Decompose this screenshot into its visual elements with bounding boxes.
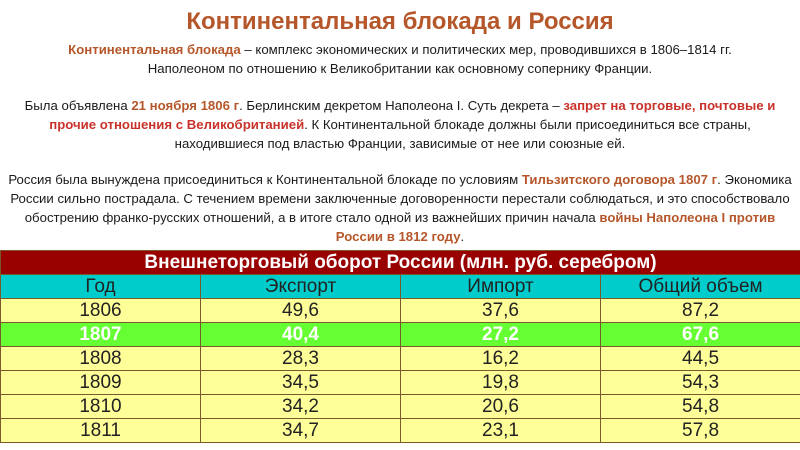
cell-year: 1808 — [1, 347, 201, 371]
table-row — [1, 395, 800, 419]
cell-import: 20,6 — [401, 395, 601, 419]
cell-import: 23,1 — [401, 419, 601, 443]
cell-year: 1806 — [1, 299, 201, 323]
cell-import: 37,6 — [401, 299, 601, 323]
table-row — [1, 371, 800, 395]
cell-total: 44,5 — [601, 347, 800, 371]
cell-total: 54,3 — [601, 371, 800, 395]
definition-text-2: Наполеоном по отношению к Великобритании как основному сопернику Франции. — [147, 61, 653, 76]
slide-title: Континентальная блокада и Россия — [186, 8, 614, 35]
cell-year: 1811 — [1, 419, 201, 443]
cell-export: 49,6 — [201, 299, 401, 323]
cell-year: 1809 — [1, 371, 201, 395]
russia-text-2: . Экономика России сильно пострадала. С течением времени заключенные договоренности перестали соблюдаться, и это способствовало обострению франко-русских отношений, а в итоге стало одной из важнейших причин начала — [10, 172, 792, 225]
definition-paragraph — [6, 40, 794, 78]
table-caption: Внешнеторговый оборот России (млн. руб. серебром) — [1, 251, 800, 275]
header-export: Экспорт — [201, 275, 401, 299]
header-import: Импорт — [401, 275, 601, 299]
war-highlight: войны Наполеона I против России в 1812 году — [335, 210, 776, 244]
russia-text-1: Россия была вынуждена присоединиться к Континентальной блокаде по условиям — [8, 172, 522, 187]
header-total: Общий объем — [601, 275, 800, 299]
cell-import: 19,8 — [401, 371, 601, 395]
table-row — [1, 419, 800, 443]
russia-text-3: . — [460, 229, 465, 244]
cell-export: 28,3 — [201, 347, 401, 371]
table-row — [1, 299, 800, 323]
decree-text-2: . Берлинским декретом Наполеона I. Суть декрета – — [239, 98, 564, 113]
cell-export: 40,4 — [201, 323, 401, 347]
russia-paragraph — [6, 170, 794, 246]
cell-export: 34,5 — [201, 371, 401, 395]
date-highlight: 21 ноября 1806 г — [131, 98, 240, 113]
decree-text-3: . К Континентальной блокаде должны были присоединиться все страны, находившиеся под властью Франции, зависимые от нее или союзные ей. — [174, 117, 751, 151]
definition-text: – комплекс экономических и политических мер, проводившихся в 1806–1814 гг. — [240, 42, 732, 57]
cell-total: 67,6 — [601, 323, 800, 347]
cell-total: 57,8 — [601, 419, 800, 443]
cell-total: 54,8 — [601, 395, 800, 419]
decree-paragraph — [6, 96, 794, 153]
decree-text-1: Была объявлена — [24, 98, 132, 113]
header-year: Год — [1, 275, 201, 299]
trade-table — [0, 250, 800, 443]
cell-import: 27,2 — [401, 323, 601, 347]
cell-import: 16,2 — [401, 347, 601, 371]
cell-year: 1807 — [1, 323, 201, 347]
cell-year: 1810 — [1, 395, 201, 419]
treaty-highlight: Тильзитского договора 1807 г — [521, 172, 718, 187]
table-header-row — [1, 275, 800, 299]
term-highlight: Континентальная блокада — [68, 42, 241, 57]
ban-highlight: запрет на торговые, почтовые и прочие отношения с Великобританией — [49, 98, 776, 132]
table-row — [1, 347, 800, 371]
cell-export: 34,2 — [201, 395, 401, 419]
table-row-highlighted — [1, 323, 800, 347]
cell-export: 34,7 — [201, 419, 401, 443]
cell-total: 87,2 — [601, 299, 800, 323]
